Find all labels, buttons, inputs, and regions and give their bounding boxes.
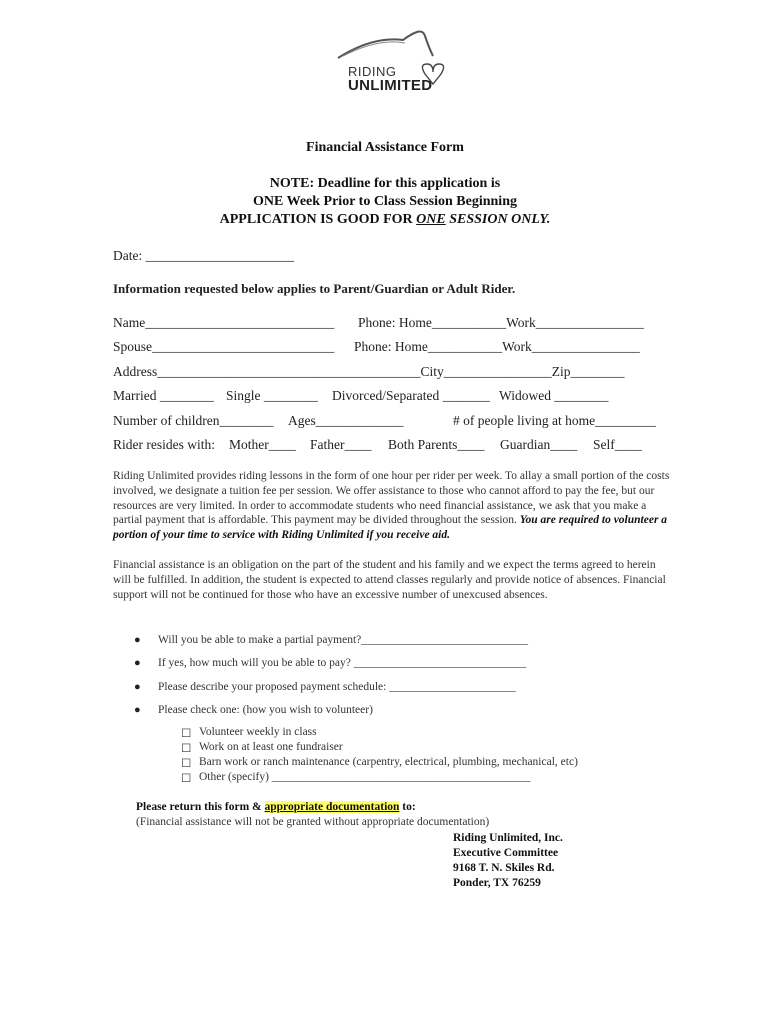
bullet-volunteer: Please check one: (how you wish to volunteer)	[158, 704, 373, 716]
name-field[interactable]: Name____________________________	[113, 315, 335, 330]
people-living-field[interactable]: # of people living at home_________	[453, 413, 656, 428]
checkbox-icon[interactable]: ☐	[181, 743, 192, 755]
return-instruction	[136, 801, 416, 813]
volunteer-requirement: You are required to volunteer a portion of your time to service with Riding Unlimited if you receive aid.	[113, 514, 668, 542]
note-line-3-pre: APPLICATION IS GOOD FOR	[219, 212, 417, 227]
bullet-schedule[interactable]: Please describe your proposed payment schedule: ______________________	[158, 681, 516, 693]
spouse-phone-field[interactable]: Phone: Home___________Work________________	[354, 339, 640, 354]
bullet-partial-payment[interactable]: Will you be able to make a partial payment?_____________________________	[158, 634, 529, 646]
address-line: Executive Committee	[453, 847, 559, 859]
checkbox-icon[interactable]: ☐	[181, 773, 192, 785]
bullet-amount[interactable]: If yes, how much will you be able to pay? ______________________________	[158, 657, 527, 669]
spouse-field[interactable]: Spouse___________________________	[113, 339, 335, 354]
ages-field[interactable]: Ages_____________	[288, 413, 404, 428]
address-line: Riding Unlimited, Inc.	[453, 832, 563, 844]
note-line-3-emphasis: ONE	[416, 212, 446, 227]
option-volunteer-weekly: Volunteer weekly in class	[199, 726, 317, 738]
form-title: Financial Assistance Form	[306, 140, 464, 155]
resides-self[interactable]: Self____	[593, 437, 642, 452]
resides-guardian[interactable]: Guardian____	[500, 437, 578, 452]
return-pre: Please return this form &	[136, 801, 265, 813]
name-phone-field[interactable]: Phone: Home___________Work________________	[358, 315, 644, 330]
info-paragraph-1	[113, 469, 673, 543]
address-line: 9168 T. N. Skiles Rd.	[453, 862, 555, 874]
note-line-1: NOTE: Deadline for this application is	[269, 176, 501, 191]
divorced-field[interactable]: Divorced/Separated _______	[332, 388, 490, 403]
paragraph-1-text: Riding Unlimited provides riding lessons in the form of one hour per rider per week. To allay a small portion of the costs involved, we designate a tuition fee per session. We offer assistance to those who cannot afford to pay the fee, but our resources are very limited. In order to accommodate students who need financial assistance, we ask that you make a partial payment that is affordable. This payment may be divided throughout the session.	[113, 470, 670, 527]
option-fundraiser: Work on at least one fundraiser	[199, 741, 343, 753]
info-heading: Information requested below applies to Parent/Guardian or Adult Rider.	[113, 281, 516, 296]
resides-mother[interactable]: Mother____	[229, 437, 296, 452]
logo-text-riding: RIDING	[348, 64, 397, 79]
info-paragraph-2: Financial assistance is an obligation on the part of the student and his family and we expect the terms agreed to herein will be fulfilled. In addition, the student is expected to attend classes regularly and provide notice of absences. Financial support will not be continued for those who have an excessive number of unexcused absences.	[113, 559, 666, 601]
checkbox-icon[interactable]: ☐	[181, 758, 192, 770]
option-other[interactable]: Other (specify) _____________________________________________	[199, 771, 531, 783]
widowed-field[interactable]: Widowed ________	[499, 388, 609, 403]
single-field[interactable]: Single ________	[226, 388, 318, 403]
return-note: (Financial assistance will not be granted without appropriate documentation)	[136, 816, 490, 828]
address-line: Ponder, TX 76259	[453, 877, 541, 889]
bullet-icon: ●	[134, 634, 141, 646]
logo-text-unlimited: UNLIMITED	[348, 77, 433, 94]
resides-label: Rider resides with:	[113, 437, 215, 452]
bullet-icon: ●	[134, 704, 141, 716]
mailing-address	[453, 831, 563, 891]
resides-father[interactable]: Father____	[310, 437, 372, 452]
note-line-3	[0, 212, 770, 228]
note-line-2: ONE Week Prior to Class Session Beginning	[253, 194, 517, 209]
bullet-icon: ●	[134, 681, 141, 693]
checkbox-icon[interactable]: ☐	[181, 728, 192, 740]
date-field[interactable]: Date: ______________________	[113, 248, 295, 263]
return-highlight: appropriate documentation	[264, 801, 400, 813]
married-field[interactable]: Married ________	[113, 388, 214, 403]
option-barn-work: Barn work or ranch maintenance (carpentry, electrical, plumbing, mechanical, etc)	[199, 756, 578, 768]
return-post: to:	[399, 801, 416, 813]
resides-both-parents[interactable]: Both Parents____	[388, 437, 485, 452]
children-field[interactable]: Number of children________	[113, 413, 274, 428]
bullet-icon: ●	[134, 657, 141, 669]
note-line-3-post: SESSION ONLY.	[445, 212, 551, 227]
address-field[interactable]: Address_______________________________________City________________Zip________	[113, 364, 625, 379]
